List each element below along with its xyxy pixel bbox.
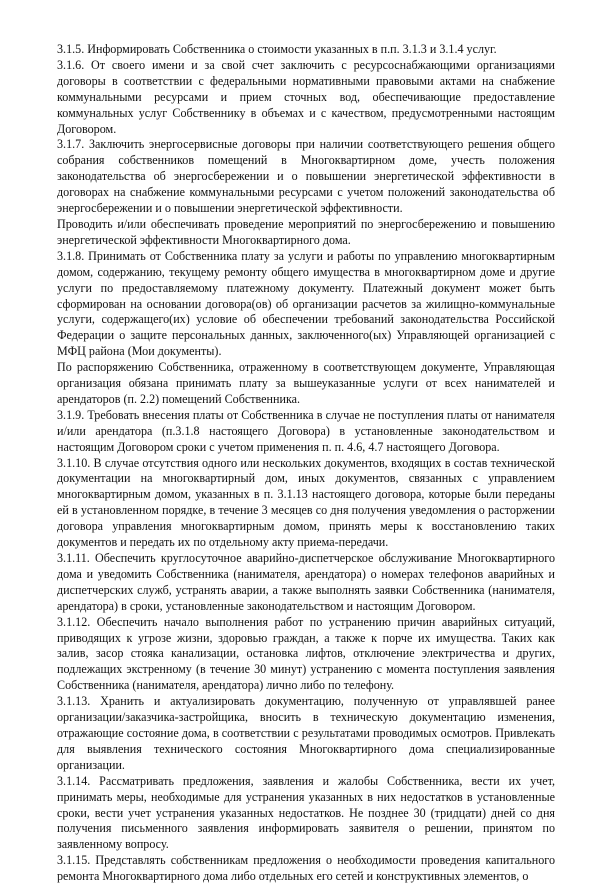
clause-3-1-7: 3.1.7. Заключить энергосервисные договоры при наличии соответствующего решения общего собрания собственников помещений в Многоквартирном доме, учесть положения законодательства об энергосбережении и о повышении энергетической эффективности в договорах на снабжение коммунальными ресурсами с учетом положений законодательства об энергосбережении и о повышении энергетической эффективности.: [57, 137, 555, 216]
clause-3-1-9: 3.1.9. Требовать внесения платы от Собственника в случае не поступления платы от нанимателя и/или арендатора (п.3.1.8 настоящего Договора) в установленные законодательством и настоящим Договором сроки с учетом применения п. п. 4.6, 4.7 настоящего Договора.: [57, 407, 555, 454]
clause-3-1-14: 3.1.14. Рассматривать предложения, заявления и жалобы Собственника, вести их учет, принимать меры, необходимые для устранения указанных в них недостатков в установленные сроки, вести учет устранения указанных недостатков. Не позднее 30 (тридцати) дней со дня получения письменного заявления информировать заявителя о решении, принятом по заявленному вопросу.: [57, 773, 555, 852]
clause-3-1-15: 3.1.15. Представлять собственникам предложения о необходимости проведения капитального ремонта Многоквартирного дома либо отдельных его сетей и конструктивных элементов, о: [57, 853, 555, 884]
clause-3-1-12: 3.1.12. Обеспечить начало выполнения работ по устранению причин аварийных ситуаций, приводящих к угрозе жизни, здоровью граждан, а также к порче их имущества. Таких как залив, засор стояка канализации, остановка лифтов, отключение электричества и других, подлежащих экстренному (в течение 30 минут) устранению с момента поступления заявления Собственника (нанимателя, арендатора) лично либо по телефону.: [57, 614, 555, 693]
clause-3-1-13: 3.1.13. Хранить и актуализировать документацию, полученную от управлявшей ранее организации/заказчика-застройщика, вносить в техническую документацию изменения, отражающие состояние дома, в соответствии с результатами проводимых осмотров. Привлекать для выявления технического состояния Многоквартирного дома специализированные организации.: [57, 694, 555, 772]
clause-3-1-7-energy-measures: Проводить и/или обеспечивать проведение мероприятий по энергосбережению и повышению энергетической эффективности Многоквартирного дома.: [57, 216, 555, 247]
clause-3-1-8-owner-order: По распоряжению Собственника, отраженному в соответствующем документе, Управляющая организация обязана принимать плату за вышеуказанные услуги от всех нанимателей и арендаторов (п. 2.2) помещений Собственника.: [57, 360, 555, 406]
clause-3-1-6: 3.1.6. От своего имени и за свой счет заключить с ресурсоснабжающими организациями договоры в соответствии с федеральными нормативными правовыми актами на снабжение коммунальными ресурсами и прием сточных вод, обеспечивающие предоставление коммунальных услуг Собственнику в объемах и с качеством, предусмотренными настоящим Договором.: [57, 57, 555, 136]
clause-3-1-8: 3.1.8. Принимать от Собственника плату за услуги и работы по управлению многоквартирным домом, содержанию, текущему ремонту общего имущества в многоквартирном доме и другие услуги по предоставляемому платежному документу. Платежный документ может быть сформирован на основании договора(ов) об организации расчетов за жилищно-коммунальные услуги, содержащего(их) условие об обеспечении требований законодательства Российской Федерации о защите персональных данных, заключенного(ых) Управляющей организацией с МФЦ района (Мои документы).: [57, 248, 555, 359]
document-page: [57, 42, 555, 885]
clause-3-1-11: 3.1.11. Обеспечить круглосуточное аварийно-диспетчерское обслуживание Многоквартирного дома и уведомить Собственника (нанимателя, арендатора) о номерах телефонов аварийных и диспетчерских служб, устранять аварии, а также выполнять заявки Собственника (нанимателя, арендатора) в сроки, установленные законодательством и настоящим Договором.: [57, 551, 555, 613]
clause-3-1-10: 3.1.10. В случае отсутствия одного или нескольких документов, входящих в состав технической документации на многоквартирный дом, иных документов, связанных с управлением многоквартирным домом, указанных в п. 3.1.13 настоящего договора, которые были переданы ей в установленном порядке, в течение 3 месяцев со дня получения уведомления о расторжении договора управления многоквартирным домом, принять меры к восстановлению таких документов и передать их по отдельному акту приема-передачи.: [57, 455, 555, 550]
clause-3-1-5: 3.1.5. Информировать Собственника о стоимости указанных в п.п. 3.1.3 и 3.1.4 услуг.: [57, 42, 497, 56]
